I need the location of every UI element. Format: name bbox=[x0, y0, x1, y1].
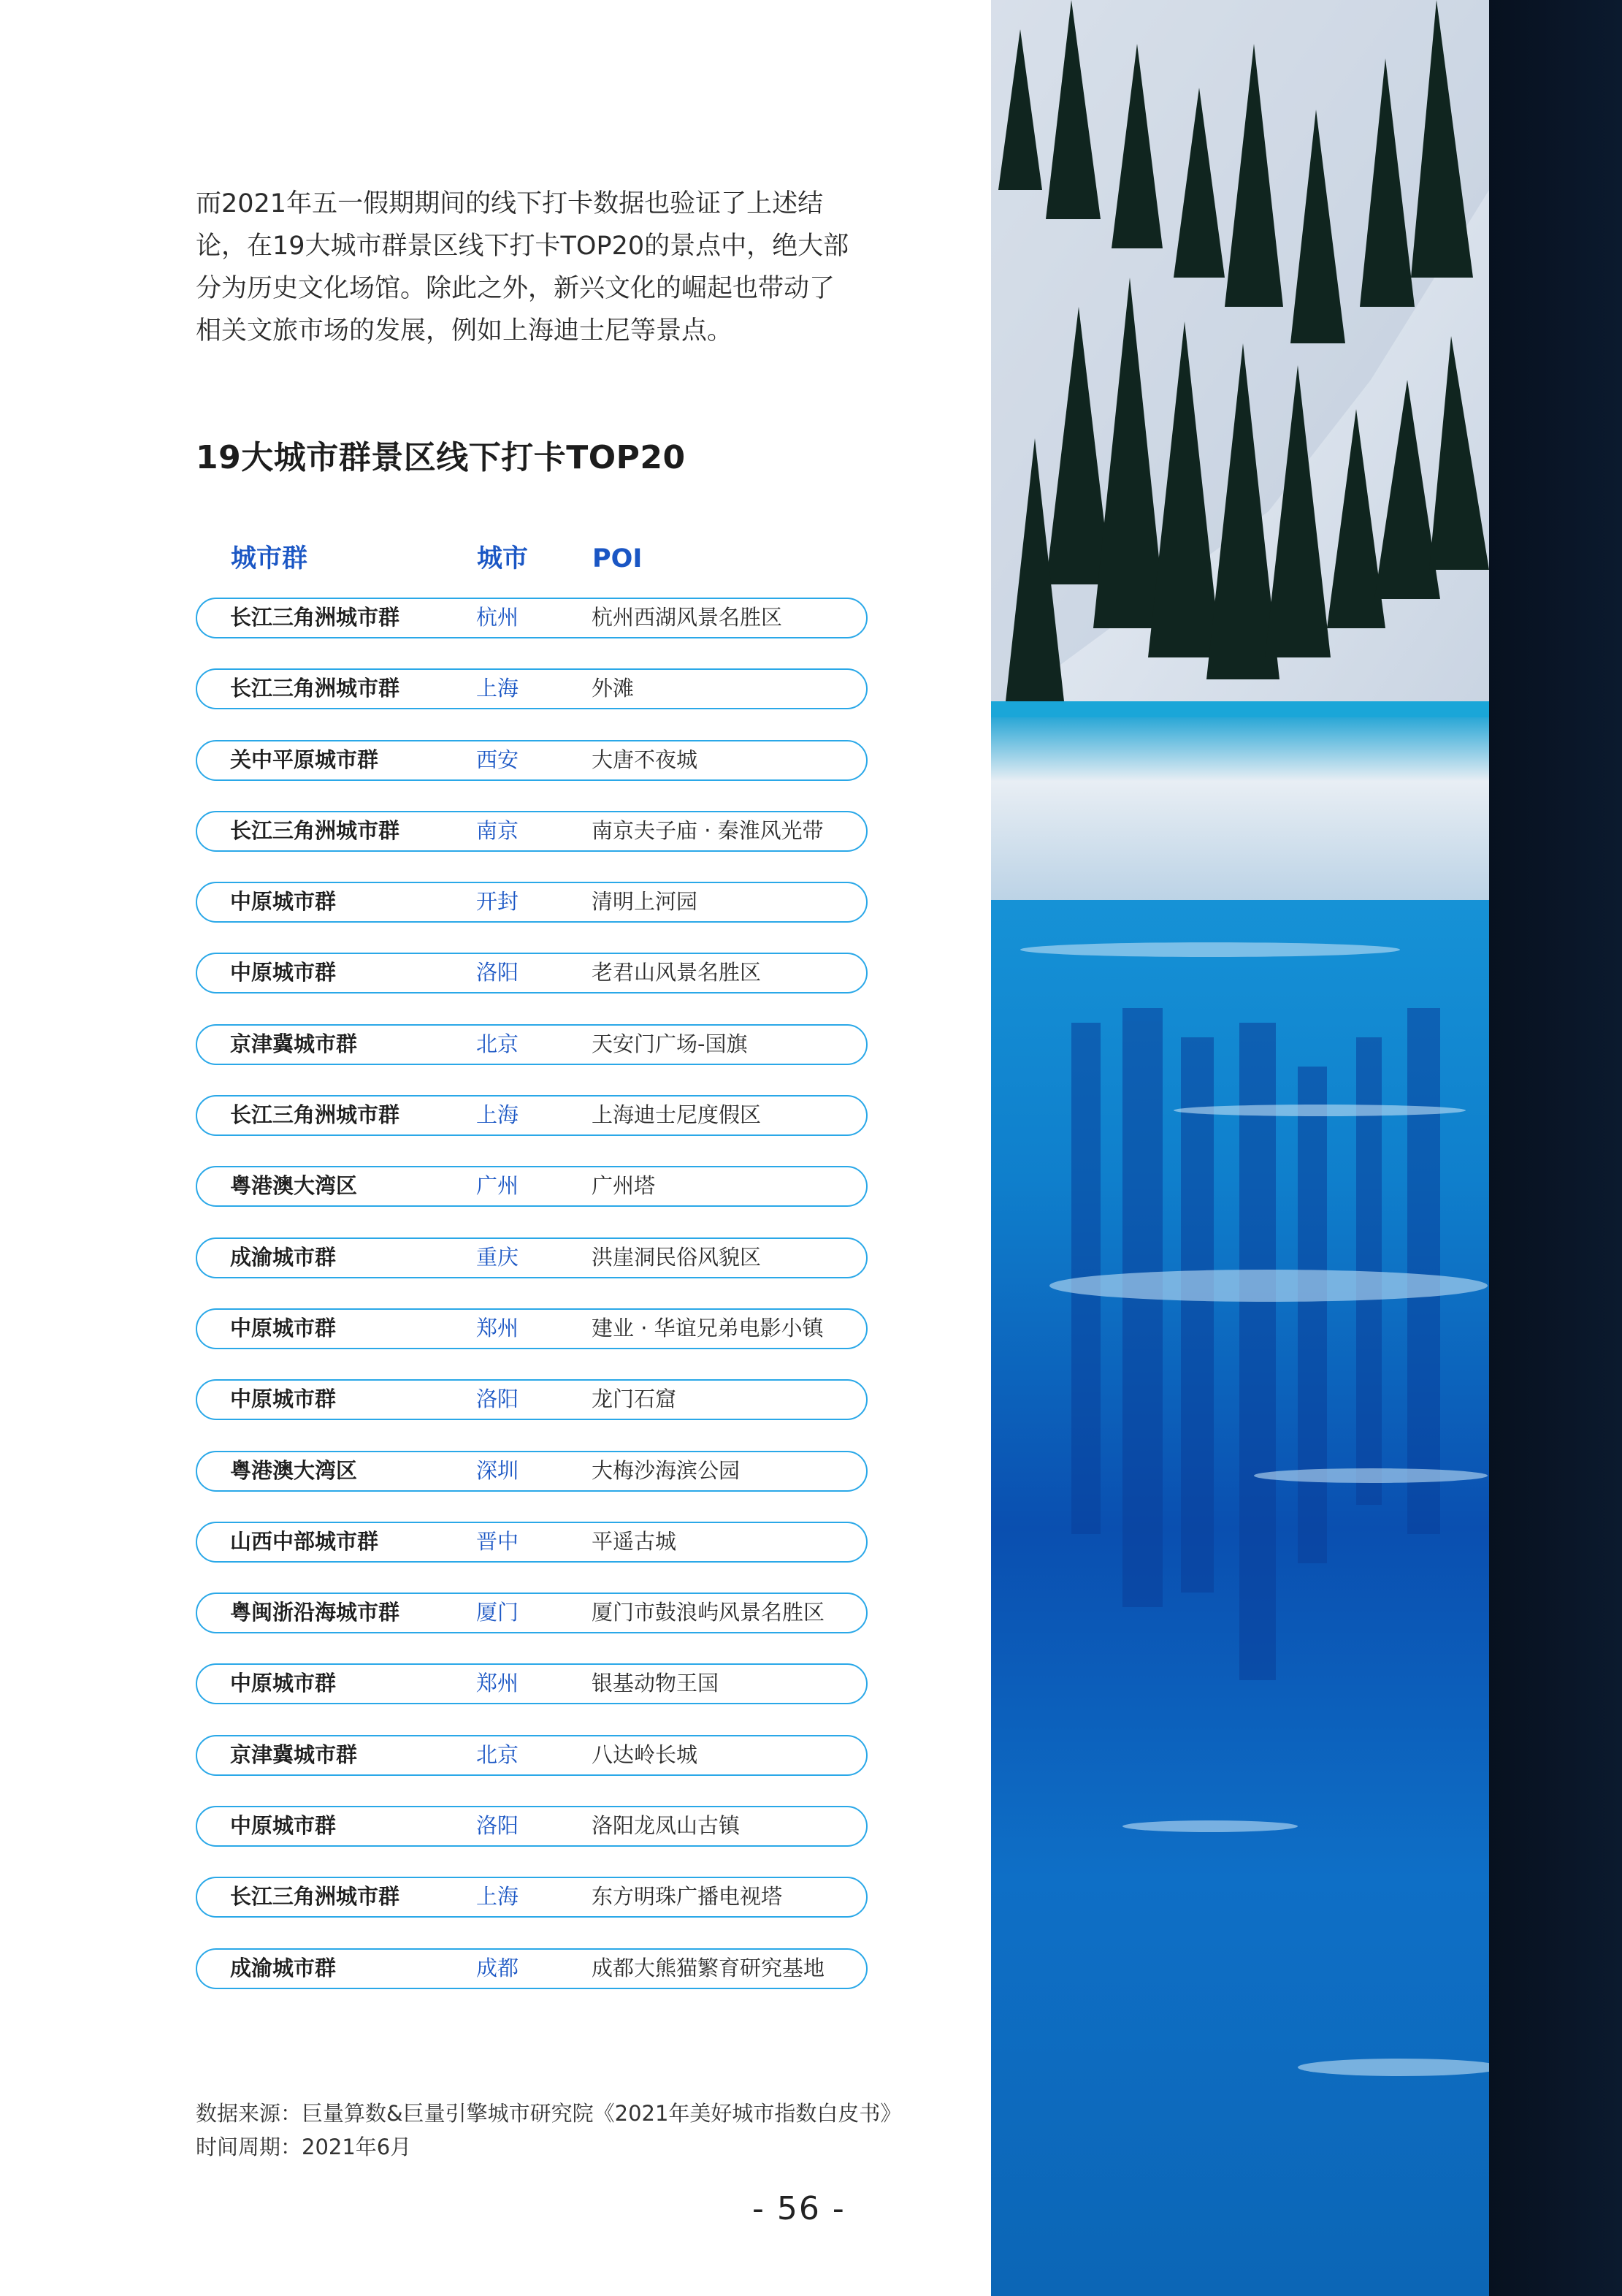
table-row bbox=[196, 811, 868, 852]
cell-city-group: 粤闽浙沿海城市群 bbox=[230, 1600, 400, 1625]
ice-surface bbox=[991, 717, 1489, 900]
shoreline bbox=[991, 701, 1489, 717]
ranking-table-body bbox=[196, 598, 868, 2019]
cell-poi: 广州塔 bbox=[592, 1173, 656, 1199]
cell-poi: 杭州西湖风景名胜区 bbox=[592, 605, 783, 630]
table-row bbox=[196, 1166, 868, 1207]
header-city: 城市 bbox=[477, 544, 529, 573]
cell-poi: 天安门广场-国旗 bbox=[592, 1031, 748, 1056]
cell-city-group: 成渝城市群 bbox=[230, 1244, 337, 1270]
cell-city: 上海 bbox=[476, 676, 519, 701]
cell-city-group: 长江三角洲城市群 bbox=[230, 1102, 400, 1128]
cell-city-group: 粤港澳大湾区 bbox=[230, 1457, 358, 1483]
table-row bbox=[196, 1095, 868, 1136]
table-row bbox=[196, 1522, 868, 1563]
cell-poi: 南京夫子庙 · 秦淮风光带 bbox=[592, 817, 824, 843]
cell-poi: 清明上河园 bbox=[592, 889, 698, 915]
cell-city-group: 关中平原城市群 bbox=[230, 747, 379, 772]
cell-city: 郑州 bbox=[476, 1315, 519, 1340]
cell-city-group: 长江三角洲城市群 bbox=[230, 1884, 400, 1910]
lake-mountain-photo bbox=[991, 0, 1489, 2296]
table-row bbox=[196, 1237, 868, 1278]
table-row bbox=[196, 1593, 868, 1633]
cell-poi: 平遥古城 bbox=[592, 1528, 677, 1554]
cell-city: 上海 bbox=[476, 1884, 519, 1910]
cell-city: 成都 bbox=[476, 1955, 519, 1980]
cell-city: 杭州 bbox=[476, 605, 519, 630]
table-row bbox=[196, 882, 868, 923]
table-row bbox=[196, 1451, 868, 1492]
cell-poi: 八达岭长城 bbox=[592, 1742, 698, 1767]
cell-city: 重庆 bbox=[476, 1244, 519, 1270]
table-row bbox=[196, 1308, 868, 1349]
cell-poi: 龙门石窟 bbox=[592, 1387, 677, 1412]
cell-city-group: 中原城市群 bbox=[230, 889, 337, 915]
table-header bbox=[196, 541, 868, 577]
cell-city: 南京 bbox=[476, 817, 519, 843]
table-row bbox=[196, 1735, 868, 1776]
cell-city-group: 粤港澳大湾区 bbox=[230, 1173, 358, 1199]
table-row bbox=[196, 1024, 868, 1065]
table-row bbox=[196, 668, 868, 709]
cell-poi: 上海迪士尼度假区 bbox=[592, 1102, 762, 1128]
table-row bbox=[196, 1948, 868, 1989]
table-row bbox=[196, 1379, 868, 1420]
cell-poi: 老君山风景名胜区 bbox=[592, 960, 762, 985]
cell-city-group: 中原城市群 bbox=[230, 960, 337, 985]
cell-city-group: 中原城市群 bbox=[230, 1387, 337, 1412]
header-city-group: 城市群 bbox=[231, 544, 308, 573]
cell-city: 洛阳 bbox=[476, 1387, 519, 1412]
cell-city-group: 成渝城市群 bbox=[230, 1955, 337, 1980]
cell-city-group: 山西中部城市群 bbox=[230, 1528, 379, 1554]
cell-city-group: 中原城市群 bbox=[230, 1671, 337, 1696]
cell-poi: 建业 · 华谊兄弟电影小镇 bbox=[592, 1315, 824, 1340]
cell-city: 开封 bbox=[476, 889, 519, 915]
cell-poi: 东方明珠广播电视塔 bbox=[592, 1884, 783, 1910]
cell-poi: 外滩 bbox=[592, 676, 635, 701]
cell-city: 深圳 bbox=[476, 1457, 519, 1483]
cell-poi: 成都大熊猫繁育研究基地 bbox=[592, 1955, 825, 1980]
header-poi: POI bbox=[592, 544, 643, 573]
table-row bbox=[196, 1877, 868, 1918]
dark-side-strip bbox=[1489, 0, 1622, 2296]
cell-city-group: 京津冀城市群 bbox=[230, 1031, 358, 1056]
cell-city-group: 京津冀城市群 bbox=[230, 1742, 358, 1767]
cell-city: 西安 bbox=[476, 747, 519, 772]
table-row bbox=[196, 598, 868, 638]
intro-paragraph: 而2021年五一假期期间的线下打卡数据也验证了上述结论，在19大城市群景区线下打卡TOP20的景点中，绝大部分为历史文化场馆。除此之外，新兴文化的崛起也带动了相关文旅市场的发展，例如上海迪士尼等景点。 bbox=[196, 189, 849, 346]
page-number: - 56 - bbox=[752, 2190, 846, 2227]
table-row bbox=[196, 953, 868, 993]
cell-poi: 洛阳龙凤山古镇 bbox=[592, 1813, 741, 1839]
cell-poi: 大唐不夜城 bbox=[592, 747, 698, 772]
cell-poi: 大梅沙海滨公园 bbox=[592, 1457, 741, 1483]
photo-illustration bbox=[991, 0, 1489, 2296]
cell-city: 北京 bbox=[476, 1031, 519, 1056]
source-line: 数据来源：巨量算数&巨量引擎城市研究院《2021年美好城市指数白皮书》 bbox=[196, 2101, 902, 2126]
cell-city: 上海 bbox=[476, 1102, 519, 1128]
period-line: 时间周期：2021年6月 bbox=[196, 2135, 412, 2159]
cell-poi: 银基动物王国 bbox=[592, 1671, 719, 1696]
cell-poi: 洪崖洞民俗风貌区 bbox=[592, 1244, 762, 1270]
cell-poi: 厦门市鼓浪屿风景名胜区 bbox=[592, 1600, 825, 1625]
cell-city-group: 中原城市群 bbox=[230, 1315, 337, 1340]
data-source-note bbox=[196, 2097, 901, 2164]
cell-city: 厦门 bbox=[476, 1600, 519, 1625]
table-row bbox=[196, 1806, 868, 1847]
table-row bbox=[196, 740, 868, 781]
cell-city-group: 中原城市群 bbox=[230, 1813, 337, 1839]
cell-city: 洛阳 bbox=[476, 1813, 519, 1839]
cell-city: 北京 bbox=[476, 1742, 519, 1767]
cell-city: 郑州 bbox=[476, 1671, 519, 1696]
table-row bbox=[196, 1663, 868, 1704]
cell-city-group: 长江三角洲城市群 bbox=[230, 676, 400, 701]
cell-city-group: 长江三角洲城市群 bbox=[230, 817, 400, 843]
cell-city-group: 长江三角洲城市群 bbox=[230, 605, 400, 630]
table-title: 19大城市群景区线下打卡TOP20 bbox=[196, 439, 686, 476]
cell-city: 广州 bbox=[476, 1173, 519, 1199]
cell-city: 晋中 bbox=[476, 1528, 519, 1554]
cell-city: 洛阳 bbox=[476, 960, 519, 985]
